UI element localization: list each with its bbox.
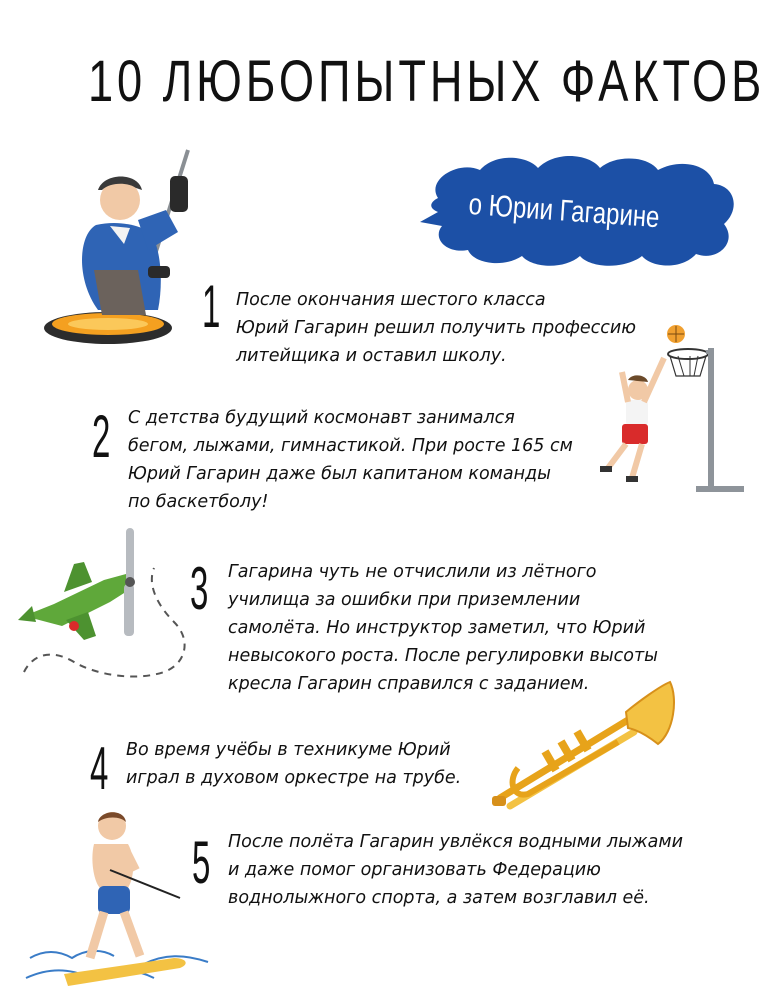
fact-line: бегом, лыжами, гимнастикой. При росте 165 см [128, 436, 573, 456]
fact-line: Гагарина чуть не отчислили из лётного [228, 562, 597, 582]
fact-line: кресла Гагарин справился с заданием. [228, 674, 590, 694]
fact-line: Юрий Гагарин даже был капитаном команды [128, 464, 551, 484]
fact-line: литейщика и оставил школу. [236, 346, 507, 366]
basketball-illustration [598, 318, 768, 498]
foundry-worker-illustration [38, 140, 208, 360]
fact-line: воднолыжного спорта, а затем возглавил её. [228, 888, 650, 908]
fact-line: Во время учёбы в техникуме Юрий [126, 740, 451, 760]
fact-number-4: 4 [90, 735, 109, 802]
fact-line: самолёта. Но инструктор заметил, что Юрий [228, 618, 646, 638]
fact-line: После окончания шестого класса [236, 290, 546, 310]
fact-text-2 [128, 404, 573, 516]
fact-line: училища за ошибки при приземлении [228, 590, 581, 610]
fact-line: Юрий Гагарин решил получить профессию [236, 318, 637, 338]
page-title: 10 ЛЮБОПЫТНЫХ ФАКТОВ [88, 49, 766, 114]
fact-text-5 [228, 828, 683, 912]
fact-text-4 [126, 736, 461, 792]
fact-number-5: 5 [192, 829, 211, 896]
fact-text-3 [228, 558, 658, 698]
water-skier-illustration [24, 808, 216, 994]
fact-line: После полёта Гагарин увлёкся водными лыжами [228, 832, 683, 852]
fact-number-1: 1 [202, 273, 221, 340]
plane-illustration [14, 522, 200, 702]
fact-line: по баскетболу! [128, 492, 269, 512]
fact-number-2: 2 [92, 403, 111, 470]
fact-text-1 [236, 286, 636, 370]
trumpet-illustration [488, 680, 680, 816]
subtitle: о Юрии Гагарине [467, 188, 661, 235]
fact-line: С детства будущий космонавт занимался [128, 408, 515, 428]
fact-line: и даже помог организовать Федерацию [228, 860, 601, 880]
fact-line: играл в духовом оркестре на трубе. [126, 768, 462, 788]
fact-line: невысокого роста. После регулировки высоты [228, 646, 658, 666]
subtitle-cloud [418, 150, 743, 270]
fact-number-3: 3 [190, 555, 209, 622]
